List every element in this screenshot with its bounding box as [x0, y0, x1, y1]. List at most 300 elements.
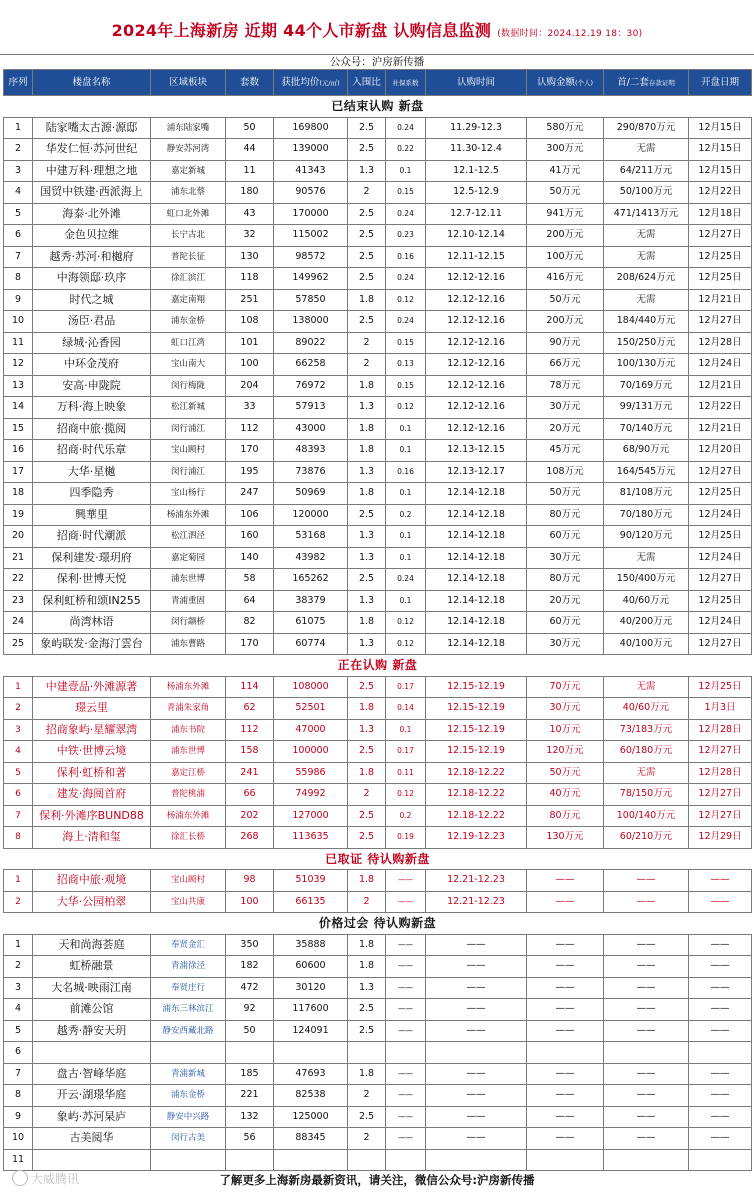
table-cell: 12月28日: [689, 719, 752, 741]
table-cell: 无需: [604, 547, 689, 569]
table-cell: ——: [689, 999, 752, 1021]
table-row: [4, 160, 752, 182]
table-row: [4, 569, 752, 591]
table-cell: 12.12-12.16: [426, 289, 527, 311]
table-cell: 0.15: [386, 332, 426, 354]
table-cell: 8: [4, 268, 33, 290]
table-cell: 127000: [274, 805, 348, 827]
table-cell: ——: [426, 934, 527, 956]
table-cell: 80万元: [527, 504, 604, 526]
table-cell: ——: [689, 1106, 752, 1128]
table-cell: 108万元: [527, 461, 604, 483]
table-cell: 杨浦东外滩: [151, 676, 226, 698]
table-cell: 12月25日: [689, 246, 752, 268]
table-cell: 124091: [274, 1020, 348, 1042]
table-cell: 149962: [274, 268, 348, 290]
table-cell: 青浦重固: [151, 590, 226, 612]
table-cell: 5: [4, 203, 33, 225]
table-cell: 12月22日: [689, 182, 752, 204]
table-cell: 120万元: [527, 741, 604, 763]
table-cell: [151, 1042, 226, 1064]
table-cell: ——: [689, 977, 752, 999]
table-cell: ——: [527, 891, 604, 913]
table-row: [4, 203, 752, 225]
table-cell: 华发仁恒·苏河世纪: [33, 139, 151, 161]
table-row: [4, 1020, 752, 1042]
table-cell: 47000: [274, 719, 348, 741]
table-cell: 1月3日: [689, 698, 752, 720]
table-cell: 251: [226, 289, 274, 311]
table-cell: 浦东金桥: [151, 311, 226, 333]
table-cell: 12.14-12.18: [426, 504, 527, 526]
table-cell: 106: [226, 504, 274, 526]
table-cell: 1.8: [348, 1063, 386, 1085]
table-cell: 奉贤庄行: [151, 977, 226, 999]
table-cell: 12.14-12.18: [426, 526, 527, 548]
col-header: 社保系数: [386, 70, 426, 96]
table-cell: 90576: [274, 182, 348, 204]
col-header: 序列: [4, 70, 33, 96]
table-cell: 66135: [274, 891, 348, 913]
table-cell: 3: [4, 977, 33, 999]
table-cell: 12.13-12.15: [426, 440, 527, 462]
table-cell: 6: [4, 225, 33, 247]
page-title: [0, 18, 754, 41]
table-cell: 169800: [274, 117, 348, 139]
table-cell: 350: [226, 934, 274, 956]
table-cell: 0.1: [386, 483, 426, 505]
table-cell: 73876: [274, 461, 348, 483]
table-cell: 无需: [604, 246, 689, 268]
table-row: [4, 1128, 752, 1150]
table-cell: 无需: [604, 225, 689, 247]
table-cell: 580万元: [527, 117, 604, 139]
table-cell: 2: [348, 1085, 386, 1107]
table-cell: 70/169万元: [604, 375, 689, 397]
table-cell: 12月25日: [689, 526, 752, 548]
table-cell: 100: [226, 354, 274, 376]
table-cell: 941万元: [527, 203, 604, 225]
table-cell: 200万元: [527, 311, 604, 333]
table-cell: 50万元: [527, 483, 604, 505]
table-cell: 1.3: [348, 977, 386, 999]
table-cell: 12.11-12.15: [426, 246, 527, 268]
table-cell: 30万元: [527, 633, 604, 655]
table-cell: ——: [527, 956, 604, 978]
official-account-label: 公众号：沪房新传播: [0, 54, 754, 70]
table-cell: 2: [348, 182, 386, 204]
table-row: [4, 268, 752, 290]
table-cell: ——: [527, 1063, 604, 1085]
table-cell: ——: [604, 1085, 689, 1107]
table-cell: 无需: [604, 676, 689, 698]
table-cell: 2.5: [348, 504, 386, 526]
table-cell: 中建万科·理想之地: [33, 160, 151, 182]
table-cell: 时代之城: [33, 289, 151, 311]
table-cell: 82538: [274, 1085, 348, 1107]
table-cell: 静安西藏北路: [151, 1020, 226, 1042]
table-cell: 12.21-12.23: [426, 870, 527, 892]
table-row: [4, 956, 752, 978]
table-cell: 80万元: [527, 805, 604, 827]
table-cell: ——: [386, 977, 426, 999]
table-cell: 1.8: [348, 418, 386, 440]
table-cell: 20: [4, 526, 33, 548]
table-cell: 290/870万元: [604, 117, 689, 139]
table-cell: 80万元: [527, 569, 604, 591]
table-cell: 陆家嘴太古源·源邸: [33, 117, 151, 139]
table-cell: 60774: [274, 633, 348, 655]
table-row: [4, 805, 752, 827]
table-cell: 11.29-12.3: [426, 117, 527, 139]
table-cell: ——: [527, 870, 604, 892]
table-cell: 150/250万元: [604, 332, 689, 354]
table-cell: 120000: [274, 504, 348, 526]
table-cell: 70/180万元: [604, 504, 689, 526]
table-row: [4, 354, 752, 376]
table-cell: 青浦朱家角: [151, 698, 226, 720]
table-cell: 112: [226, 719, 274, 741]
table-cell: 无需: [604, 762, 689, 784]
table-cell: 嘉定南翔: [151, 289, 226, 311]
table-cell: 7: [4, 246, 33, 268]
table-cell: 117600: [274, 999, 348, 1021]
table-cell: 66258: [274, 354, 348, 376]
table-cell: ——: [527, 1106, 604, 1128]
table-row: [4, 999, 752, 1021]
table-cell: 64/211万元: [604, 160, 689, 182]
table-row: [4, 547, 752, 569]
table-cell: 170: [226, 633, 274, 655]
table-cell: 虹口北外滩: [151, 203, 226, 225]
table-row: [4, 440, 752, 462]
table-cell: 78万元: [527, 375, 604, 397]
table-cell: 57913: [274, 397, 348, 419]
table-cell: 1: [4, 870, 33, 892]
table-row: [4, 762, 752, 784]
table-cell: 12.12-12.16: [426, 311, 527, 333]
table-cell: 0.14: [386, 698, 426, 720]
table-cell: 12月25日: [689, 483, 752, 505]
table-row: [4, 977, 752, 999]
table-cell: ——: [426, 1020, 527, 1042]
table-cell: 璟云里: [33, 698, 151, 720]
table-cell: 2.5: [348, 246, 386, 268]
table-cell: 普陀桃浦: [151, 784, 226, 806]
table-cell: 2.5: [348, 311, 386, 333]
table-cell: 1.8: [348, 762, 386, 784]
table-cell: [274, 1042, 348, 1064]
table-cell: 宝山顾村: [151, 870, 226, 892]
table-cell: 中建壹品·外滩源著: [33, 676, 151, 698]
table-cell: 闵行古美: [151, 1128, 226, 1150]
table-row: [4, 311, 752, 333]
table-cell: 184/440万元: [604, 311, 689, 333]
table-cell: 70万元: [527, 676, 604, 698]
table-cell: 74992: [274, 784, 348, 806]
table-cell: ——: [426, 1128, 527, 1150]
table-cell: [33, 1042, 151, 1064]
table-body: [4, 96, 752, 1171]
table-cell: 200万元: [527, 225, 604, 247]
table-cell: 0.13: [386, 354, 426, 376]
table-row: [4, 1063, 752, 1085]
table-cell: 盘古·智峰华庭: [33, 1063, 151, 1085]
table-cell: 万科·海上映象: [33, 397, 151, 419]
table-cell: 30万元: [527, 698, 604, 720]
table-cell: 100万元: [527, 246, 604, 268]
title-text: 2024年上海新房 近期 44个人市新盘 认购信息监测: [111, 21, 492, 40]
table-cell: 472: [226, 977, 274, 999]
table-cell: ——: [426, 1085, 527, 1107]
table-cell: 100000: [274, 741, 348, 763]
table-cell: 0.19: [386, 827, 426, 849]
table-cell: 2: [4, 956, 33, 978]
table-cell: 9: [4, 289, 33, 311]
table-cell: 98572: [274, 246, 348, 268]
table-cell: ——: [689, 1128, 752, 1150]
table-cell: 2.5: [348, 139, 386, 161]
table-cell: 12.10-12.14: [426, 225, 527, 247]
table-cell: 113635: [274, 827, 348, 849]
table-cell: 12.1-12.5: [426, 160, 527, 182]
table-row: [4, 139, 752, 161]
table-cell: 4: [4, 182, 33, 204]
table-cell: 12月27日: [689, 633, 752, 655]
table-cell: 2.5: [348, 203, 386, 225]
table-cell: 6: [4, 784, 33, 806]
page-header: [0, 0, 754, 54]
table-cell: 12月27日: [689, 741, 752, 763]
table-cell: 130: [226, 246, 274, 268]
table-cell: 0.24: [386, 311, 426, 333]
table-cell: 闵行浦江: [151, 418, 226, 440]
table-cell: 15: [4, 418, 33, 440]
table-cell: 宝山南大: [151, 354, 226, 376]
table-cell: ——: [604, 977, 689, 999]
table-cell: [348, 1042, 386, 1064]
table-cell: 12.13-12.17: [426, 461, 527, 483]
table-cell: 2: [348, 354, 386, 376]
table-cell: 宝山杨行: [151, 483, 226, 505]
table-cell: 2.5: [348, 1106, 386, 1128]
table-cell: 11: [226, 160, 274, 182]
table-cell: 99/131万元: [604, 397, 689, 419]
table-cell: 越秀·静安天玥: [33, 1020, 151, 1042]
table-cell: 青浦徐泾: [151, 956, 226, 978]
table-cell: 嘉定菊园: [151, 547, 226, 569]
table-cell: 14: [4, 397, 33, 419]
table-row: [4, 827, 752, 849]
table-cell: 1.8: [348, 375, 386, 397]
table-cell: 1: [4, 676, 33, 698]
table-cell: 202: [226, 805, 274, 827]
table-cell: 268: [226, 827, 274, 849]
table-cell: 1.8: [348, 612, 386, 634]
table-row: [4, 891, 752, 913]
table-cell: 建发·海阅首府: [33, 784, 151, 806]
table-cell: 82: [226, 612, 274, 634]
table-cell: 60万元: [527, 612, 604, 634]
table-cell: 12.18-12.22: [426, 762, 527, 784]
table-cell: 0.24: [386, 268, 426, 290]
table-cell: 中环金茂府: [33, 354, 151, 376]
table-cell: [426, 1042, 527, 1064]
table-cell: 0.1: [386, 440, 426, 462]
table-cell: 浦东陆家嘴: [151, 117, 226, 139]
table-cell: 12.21-12.23: [426, 891, 527, 913]
table-cell: 40/60万元: [604, 590, 689, 612]
table-cell: 浦东曹路: [151, 633, 226, 655]
watermark: 大威腾讯: [12, 1170, 79, 1187]
table-cell: 50万元: [527, 289, 604, 311]
table-cell: 12月20日: [689, 440, 752, 462]
table-row: [4, 225, 752, 247]
table-cell: 2: [348, 891, 386, 913]
table-cell: 虹口江湾: [151, 332, 226, 354]
table-cell: 11.30-12.4: [426, 139, 527, 161]
table-cell: 招商·时代乐章: [33, 440, 151, 462]
table-cell: 宝山共康: [151, 891, 226, 913]
table-cell: 132: [226, 1106, 274, 1128]
table-cell: 杨浦东外滩: [151, 504, 226, 526]
table-cell: 4: [4, 741, 33, 763]
table-cell: 10: [4, 311, 33, 333]
table-cell: 招商·时代潮派: [33, 526, 151, 548]
table-cell: 12.15-12.19: [426, 698, 527, 720]
table-cell: 108000: [274, 676, 348, 698]
table-cell: 0.17: [386, 741, 426, 763]
table-cell: 300万元: [527, 139, 604, 161]
table-cell: 73/183万元: [604, 719, 689, 741]
table-cell: 无需: [604, 139, 689, 161]
table-cell: 30万元: [527, 547, 604, 569]
table-cell: 1.8: [348, 289, 386, 311]
table-cell: 7: [4, 1063, 33, 1085]
table-row: [4, 182, 752, 204]
table-header-row: [4, 70, 752, 96]
table-cell: 2.5: [348, 225, 386, 247]
table-cell: 52501: [274, 698, 348, 720]
table-cell: 0.2: [386, 805, 426, 827]
table-cell: 247: [226, 483, 274, 505]
table-cell: 12: [4, 354, 33, 376]
table-cell: 2: [4, 698, 33, 720]
table-row: [4, 418, 752, 440]
table-cell: 保利建发·璟玥府: [33, 547, 151, 569]
table-cell: 11: [4, 332, 33, 354]
table-cell: ——: [689, 934, 752, 956]
table-cell: ——: [604, 999, 689, 1021]
table-cell: 3: [4, 160, 33, 182]
table-cell: 5: [4, 762, 33, 784]
table-cell: 48393: [274, 440, 348, 462]
table-cell: 0.1: [386, 160, 426, 182]
table-cell: 19: [4, 504, 33, 526]
table-cell: 中海领邸·玖序: [33, 268, 151, 290]
table-cell: 50969: [274, 483, 348, 505]
table-cell: 中铁·世博云境: [33, 741, 151, 763]
table-cell: 12.14-12.18: [426, 483, 527, 505]
table-cell: ——: [386, 891, 426, 913]
table-cell: 12.15-12.19: [426, 676, 527, 698]
table-row: [4, 504, 752, 526]
table-cell: 静安苏河湾: [151, 139, 226, 161]
table-cell: 0.15: [386, 182, 426, 204]
table-cell: 保利·虹桥和著: [33, 762, 151, 784]
col-header: 开盘日期: [689, 70, 752, 96]
table-cell: 21: [4, 547, 33, 569]
table-cell: ——: [604, 870, 689, 892]
table-row: [4, 1085, 752, 1107]
table-cell: 保利·世博天悦: [33, 569, 151, 591]
table-cell: 81/108万元: [604, 483, 689, 505]
section-title: 已结束认购 新盘: [4, 96, 752, 118]
table-cell: ——: [689, 956, 752, 978]
table-cell: 2.5: [348, 805, 386, 827]
table-row: [4, 289, 752, 311]
table-cell: ——: [689, 1063, 752, 1085]
table-cell: ——: [527, 977, 604, 999]
table-cell: 0.16: [386, 246, 426, 268]
table-cell: 24: [4, 612, 33, 634]
table-cell: 158: [226, 741, 274, 763]
table-cell: [689, 1042, 752, 1064]
table-row: [4, 461, 752, 483]
table-row: [4, 1106, 752, 1128]
table-cell: ——: [426, 1106, 527, 1128]
table-cell: 2.5: [348, 676, 386, 698]
table-cell: 1.3: [348, 397, 386, 419]
table-cell: 51039: [274, 870, 348, 892]
table-cell: ——: [604, 891, 689, 913]
table-cell: ——: [527, 1020, 604, 1042]
table-cell: ——: [689, 1020, 752, 1042]
table-cell: 闵行梅陇: [151, 375, 226, 397]
table-cell: 0.1: [386, 719, 426, 741]
section-title: 已取证 待认购新盘: [4, 848, 752, 870]
table-row: [4, 934, 752, 956]
table-cell: 开云·湖璟华庭: [33, 1085, 151, 1107]
table-cell: 1.8: [348, 870, 386, 892]
table-cell: 12月27日: [689, 225, 752, 247]
table-cell: 金色贝拉维: [33, 225, 151, 247]
table-cell: 12.18-12.22: [426, 805, 527, 827]
table-cell: 12月27日: [689, 805, 752, 827]
table-cell: 12.5-12.9: [426, 182, 527, 204]
table-cell: 徐汇滨江: [151, 268, 226, 290]
table-cell: 12月24日: [689, 504, 752, 526]
table-cell: 保利虹桥和颂IN255: [33, 590, 151, 612]
table-cell: 4: [4, 999, 33, 1021]
table-cell: ——: [386, 1085, 426, 1107]
table-cell: 165262: [274, 569, 348, 591]
table-cell: 1.3: [348, 547, 386, 569]
table-cell: 182: [226, 956, 274, 978]
table-cell: 古美阅华: [33, 1128, 151, 1150]
table-cell: 0.1: [386, 590, 426, 612]
table-cell: 0.1: [386, 547, 426, 569]
table-cell: 64: [226, 590, 274, 612]
table-cell: 164/545万元: [604, 461, 689, 483]
table-cell: 12.12-12.16: [426, 375, 527, 397]
table-cell: 12.12-12.16: [426, 418, 527, 440]
table-cell: 40/200万元: [604, 612, 689, 634]
table-cell: 浦东三林滨江: [151, 999, 226, 1021]
table-cell: 140: [226, 547, 274, 569]
table-cell: ——: [386, 1063, 426, 1085]
table-cell: 海上·清和玺: [33, 827, 151, 849]
